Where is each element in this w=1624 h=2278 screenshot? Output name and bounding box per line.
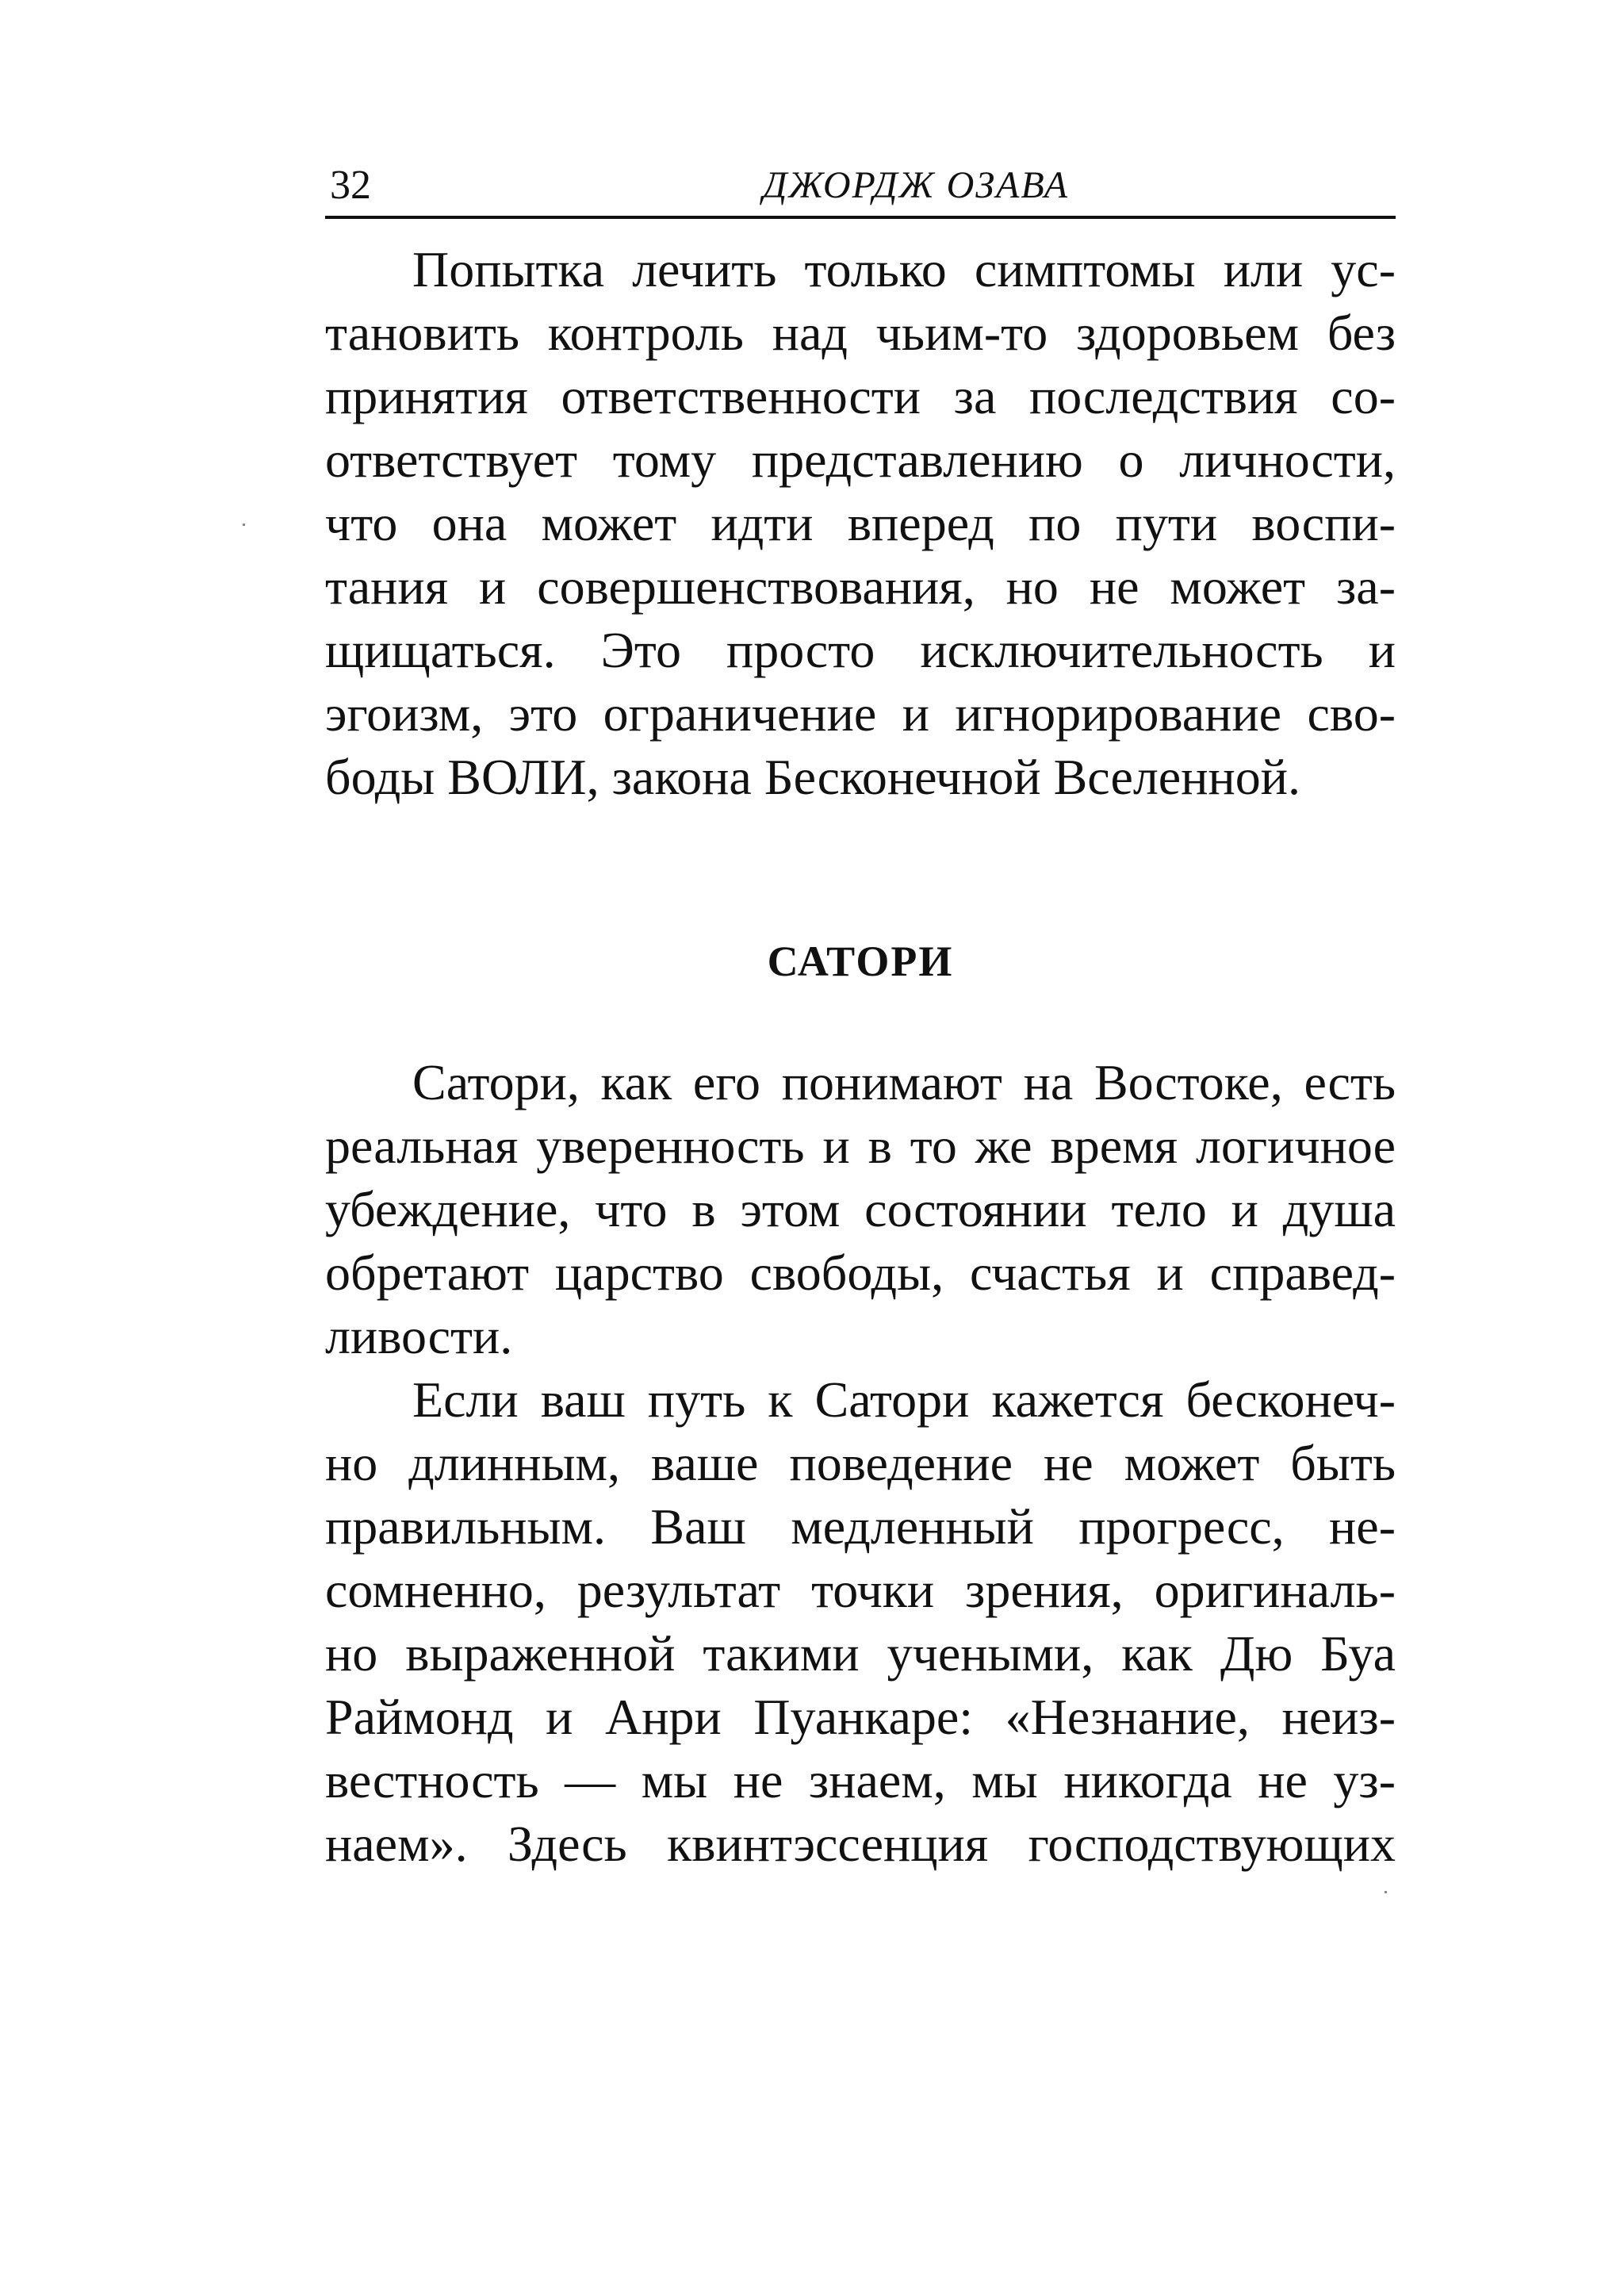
paragraph-line: эгоизм, это ограничение и игнорирование сво- — [325, 685, 1396, 742]
paragraph-line: тания и совершенствования, но не может за- — [325, 558, 1396, 615]
paragraph-line: тановить контроль над чьим-то здоровьем без — [325, 305, 1396, 361]
section-title: САТОРИ — [767, 938, 954, 985]
paragraph-line: реальная уверенность и в то же время логичное — [325, 1118, 1396, 1174]
paragraph-line: принятия ответственности за последствия со- — [325, 368, 1396, 424]
paragraph-line: Сатори, как его понимают на Востоке, есть — [412, 1054, 1396, 1110]
page-header — [325, 159, 1396, 219]
paragraph-line: обретают царство свободы, счастья и справед- — [325, 1244, 1396, 1301]
page-number: 32 — [330, 163, 371, 208]
paragraph-line: что она может идти вперед по пути воспи- — [325, 495, 1396, 551]
paragraph-line: щищаться. Это просто исключительность и — [325, 622, 1396, 678]
paragraph-line: Раймонд и Анри Пуанкаре: «Незнание, неиз- — [325, 1689, 1396, 1745]
running-head: ДЖОРДЖ ОЗАВА — [762, 164, 1070, 206]
scan-speck — [1385, 1891, 1387, 1893]
paragraph-line: Попытка лечить только симптомы или ус- — [412, 241, 1396, 297]
paragraph-line: ответствует тому представлению о личности, — [325, 431, 1396, 488]
paragraph-line: убеждение, что в этом состоянии тело и душа — [325, 1181, 1396, 1237]
paragraph-line: наем». Здесь квинтэссенция господствующих — [325, 1816, 1396, 1872]
scan-speck — [243, 523, 245, 526]
paragraph-line: вестность — мы не знаем, мы никогда не уз- — [325, 1752, 1396, 1808]
paragraph-line: правильным. Ваш медленный прогресс, не- — [325, 1498, 1396, 1555]
paragraph-line: но длинным, ваше поведение не может быть — [325, 1435, 1396, 1491]
paragraph-line: но выраженной такими учеными, как Дю Буа — [325, 1625, 1396, 1682]
paragraph-line: боды ВОЛИ, закона Бесконечной Вселенной. — [325, 749, 1300, 805]
paragraph-line: ливости. — [325, 1308, 513, 1364]
paragraph-line: Если ваш путь к Сатори кажется бесконеч- — [412, 1371, 1396, 1428]
paragraph-line: сомненно, результат точки зрения, оригиналь- — [325, 1562, 1396, 1618]
